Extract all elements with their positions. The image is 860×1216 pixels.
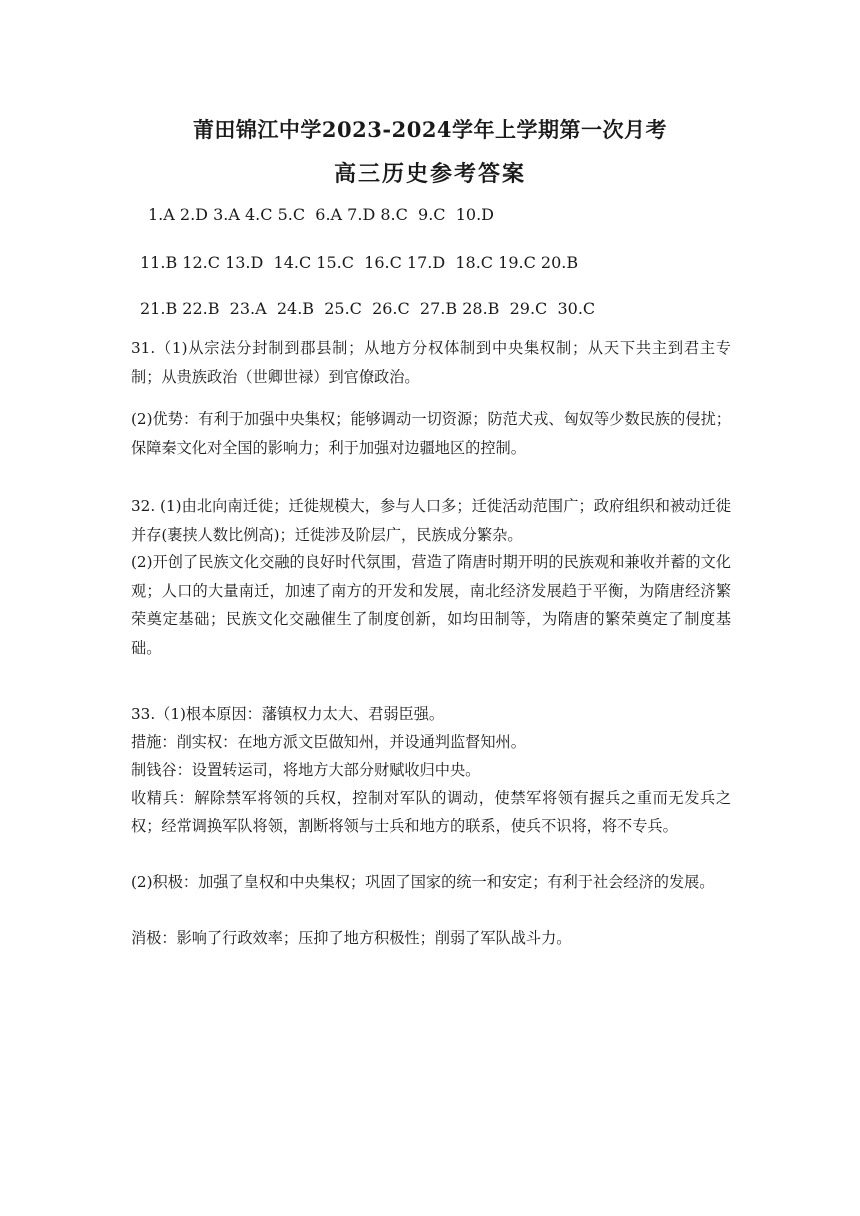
q31-answer-part-1: 31.（1)从宗法分封制到郡县制；从地方分权体制到中央集权制；从天下共主到君主专制；从贵族政治（世卿世禄）到官僚政治。 xyxy=(131,339,731,386)
q33-answer-part-6: 消极：影响了行政效率；压抑了地方积极性；削弱了军队战斗力。 xyxy=(131,929,572,947)
q32-answer-part-2: (2)开创了民族文化交融的良好时代氛围，营造了隋唐时期开明的民族观和兼收并蓄的文化观；人口的大量南迁，加速了南方的开发和发展，南北经济发展趋于平衡，为隋唐经济繁荣奠定基础；民族文化交融催生了制度创新，如均田制等，为隋唐的繁荣奠定了制度基础。 xyxy=(131,553,731,657)
q31-answer-part-2: (2)优势：有利于加强中央集权；能够调动一切资源；防范犬戎、匈奴等少数民族的侵扰；保障秦文化对全国的影响力；利于加强对边疆地区的控制。 xyxy=(131,410,731,457)
q33-answer-part-5: (2)积极：加强了皇权和中央集权；巩固了国家的统一和安定；有利于社会经济的发展。 xyxy=(131,873,715,891)
q32-answer-part-1: 32. (1)由北向南迁徙；迁徙规模大，参与人口多；迁徙活动范围广；政府组织和被动迁徙并存(裹挟人数比例高)；迁徙涉及阶层广，民族成分繁杂。 xyxy=(131,497,731,544)
choice-answers-row-3: 21.B 22.B 23.A 24.B 25.C 26.C 27.B 28.B 29.C 30.C xyxy=(140,299,596,318)
page-title: 莆田锦江中学2023-2024学年上学期第一次月考 xyxy=(192,117,668,142)
q33-answer-part-3: 制钱谷：设置转运司，将地方大部分财赋收归中央。 xyxy=(131,761,481,779)
page-subtitle: 高三历史参考答案 xyxy=(333,161,526,187)
choice-answers-row-1: 1.A 2.D 3.A 4.C 5.C 6.A 7.D 8.C 9.C 10.D xyxy=(148,205,494,224)
q33-answer-part-1: 33.（1)根本原因：藩镇权力太大、君弱臣强。 xyxy=(131,705,445,723)
q33-answer-part-2: 措施：削实权：在地方派文臣做知州，并设通判监督知州。 xyxy=(131,733,526,751)
q33-answer-part-4: 收精兵：解除禁军将领的兵权，控制对军队的调动，使禁军将领有握兵之重而无发兵之权；经常调换军队将领，割断将领与士兵和地方的联系，使兵不识将，将不专兵。 xyxy=(131,789,731,835)
choice-answers-row-2: 11.B 12.C 13.D 14.C 15.C 16.C 17.D 18.C 19.C 20.B xyxy=(140,253,579,272)
